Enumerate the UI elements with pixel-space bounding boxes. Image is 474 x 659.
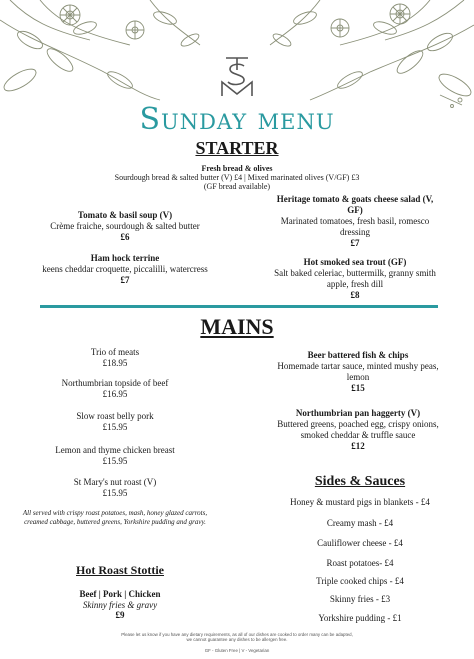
bread-olives-block (0, 164, 474, 191)
starter-soup (40, 210, 210, 243)
allergen-notice (60, 632, 414, 643)
main-name: St Mary's nut roast (V) (73, 477, 157, 487)
dish-desc: Marinated tomatoes, fresh basil, romesco dressing (280, 216, 430, 237)
stottie-meats: Beef | Pork | Chicken (79, 589, 161, 599)
dish-price: £15 (351, 383, 365, 393)
dish-desc: Salt baked celeriac, buttermilk, granny smith apple, fresh dill (274, 268, 436, 289)
dish-desc: Crème fraiche, sourdough & salted butter (50, 221, 200, 231)
main-price: £15.95 (102, 488, 128, 498)
main-pan-haggerty (268, 408, 448, 452)
dish-name: Heritage tomato & goats cheese salad (V, GF) (276, 194, 434, 215)
main-name: Lemon and thyme chicken breast (55, 445, 175, 455)
main-price: £16.95 (102, 389, 128, 399)
allergen-line-1: Please let us know if you have any dietary requirements, as all of our dishes are cooked to order many can be adapted, (121, 632, 353, 637)
starter-heading: STARTER (195, 138, 279, 158)
starter-sea-trout (270, 257, 440, 301)
main-chicken (30, 445, 200, 467)
side-item: Roast potatoes- £4 (326, 558, 394, 568)
main-fish-chips (268, 350, 448, 394)
main-price: £15.95 (102, 422, 128, 432)
dish-price: £7 (350, 238, 360, 248)
main-name: Slow roast belly pork (76, 411, 154, 421)
stottie-extra: Skinny fries & gravy (82, 599, 158, 610)
main-price: £15.95 (102, 456, 128, 466)
stottie-block (30, 589, 210, 621)
side-item: Honey & mustard pigs in blankets - £4 (290, 497, 430, 507)
sides-heading: Sides & Sauces (314, 474, 406, 489)
main-name: Trio of meats (90, 347, 140, 357)
bread-line-1: Sourdough bread & salted butter (V) £4 | Mixed marinated olives (V/GF) £3 (114, 173, 360, 182)
side-item: Triple cooked chips - £4 (316, 576, 404, 586)
stottie-price: £9 (115, 610, 125, 620)
dish-name: Hot smoked sea trout (GF) (303, 257, 407, 267)
dish-name: Beer battered fish & chips (307, 350, 409, 360)
menu-title: Sunday menu (139, 102, 335, 137)
diet-legend: GF - Gluten Free | V - Vegetarian (204, 648, 270, 653)
main-nut-roast (30, 477, 200, 499)
bread-line-2: (GF bread available) (203, 182, 271, 191)
dish-price: £6 (120, 232, 130, 242)
starter-salad (270, 194, 440, 249)
main-price: £18.95 (102, 358, 128, 368)
dish-name: Northumbrian pan haggerty (V) (295, 408, 421, 418)
side-item: Skinny fries - £3 (329, 594, 391, 604)
side-item: Cauliflower cheese - £4 (317, 538, 403, 548)
main-belly-pork (30, 411, 200, 433)
dish-price: £12 (351, 441, 365, 451)
mains-note: All served with crispy roast potatoes, mash, honey glazed carrots, creamed cabbage, buttered greens, Yorkshire pudding and gravy. (22, 509, 208, 526)
dish-desc: keens cheddar croquette, piccalilli, watercress (42, 264, 208, 274)
main-trio (30, 347, 200, 369)
side-item: Creamy mash - £4 (326, 518, 394, 528)
dish-price: £7 (120, 275, 130, 285)
dish-name: Tomato & basil soup (V) (77, 210, 173, 220)
allergen-line-2: we cannot guarantee any dishes to be allergen free. (186, 637, 288, 643)
dish-desc: Homemade tartar sauce, minted mushy peas, lemon (277, 361, 439, 382)
main-topside (30, 378, 200, 400)
sm-logo (216, 54, 258, 100)
mains-heading: MAINS (200, 314, 274, 339)
dish-price: £8 (350, 290, 360, 300)
side-item: Yorkshire pudding - £1 (318, 613, 402, 623)
starter-terrine (40, 253, 210, 286)
dish-desc: Buttered greens, poached egg, crispy onions, smoked cheddar & truffle sauce (277, 419, 439, 440)
bread-title: Fresh bread & olives (201, 164, 273, 173)
stottie-heading: Hot Roast Stottie (76, 563, 164, 577)
dish-name: Ham hock terrine (90, 253, 160, 263)
main-name: Northumbrian topside of beef (61, 378, 169, 388)
section-divider (40, 305, 438, 308)
